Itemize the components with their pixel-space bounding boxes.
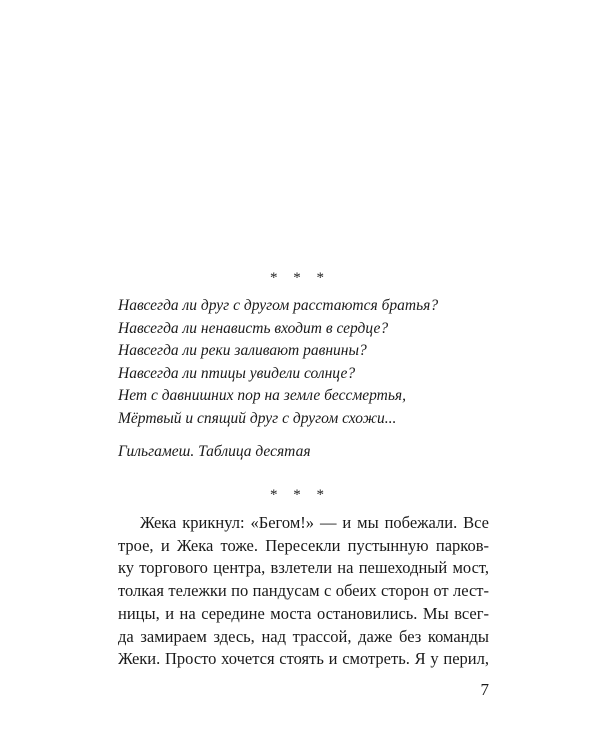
epigraph-line: Мёртвый и спящий друг с другом схожи... [118, 409, 397, 427]
paragraph-line: Жеки. Просто хочется стоять и смотреть. Я у перил, [118, 649, 489, 669]
epigraph-line: Навсегда ли друг с другом расстаются братья? [118, 297, 439, 314]
paragraph-line: да замираем здесь, над трассой, даже без команды [118, 626, 489, 646]
epigraph-line: Навсегда ли птицы увидели солнце? [118, 364, 356, 382]
paragraph-line: трое, и Жека тоже. Пересекли пустынную парков- [118, 535, 489, 555]
page-number: 7 [480, 680, 489, 699]
section-separator: * * * [270, 487, 330, 503]
body-paragraph [118, 512, 489, 671]
epigraph-line: Нет с давнишних пор на земле бессмертья, [118, 387, 406, 405]
paragraph-line: толкая тележки по пандусам с обеих сторон от лест- [118, 581, 489, 601]
epigraph-source: Гильгамеш. Таблица десятая [118, 443, 311, 460]
paragraph-line: ницы, и на середине моста остановились. Мы всег- [118, 603, 489, 623]
epigraph [118, 295, 538, 431]
epigraph-line: Навсегда ли реки заливают равнины? [118, 342, 367, 360]
epigraph-line: Навсегда ли ненависть входит в сердце? [118, 319, 389, 337]
section-separator: * * * [270, 270, 330, 286]
paragraph-line: ку торгового центра, взлетели на пешеходный мост, [118, 558, 489, 578]
paragraph-line: Жека крикнул: «Бегом!» — и мы побежали. Все [140, 513, 489, 532]
